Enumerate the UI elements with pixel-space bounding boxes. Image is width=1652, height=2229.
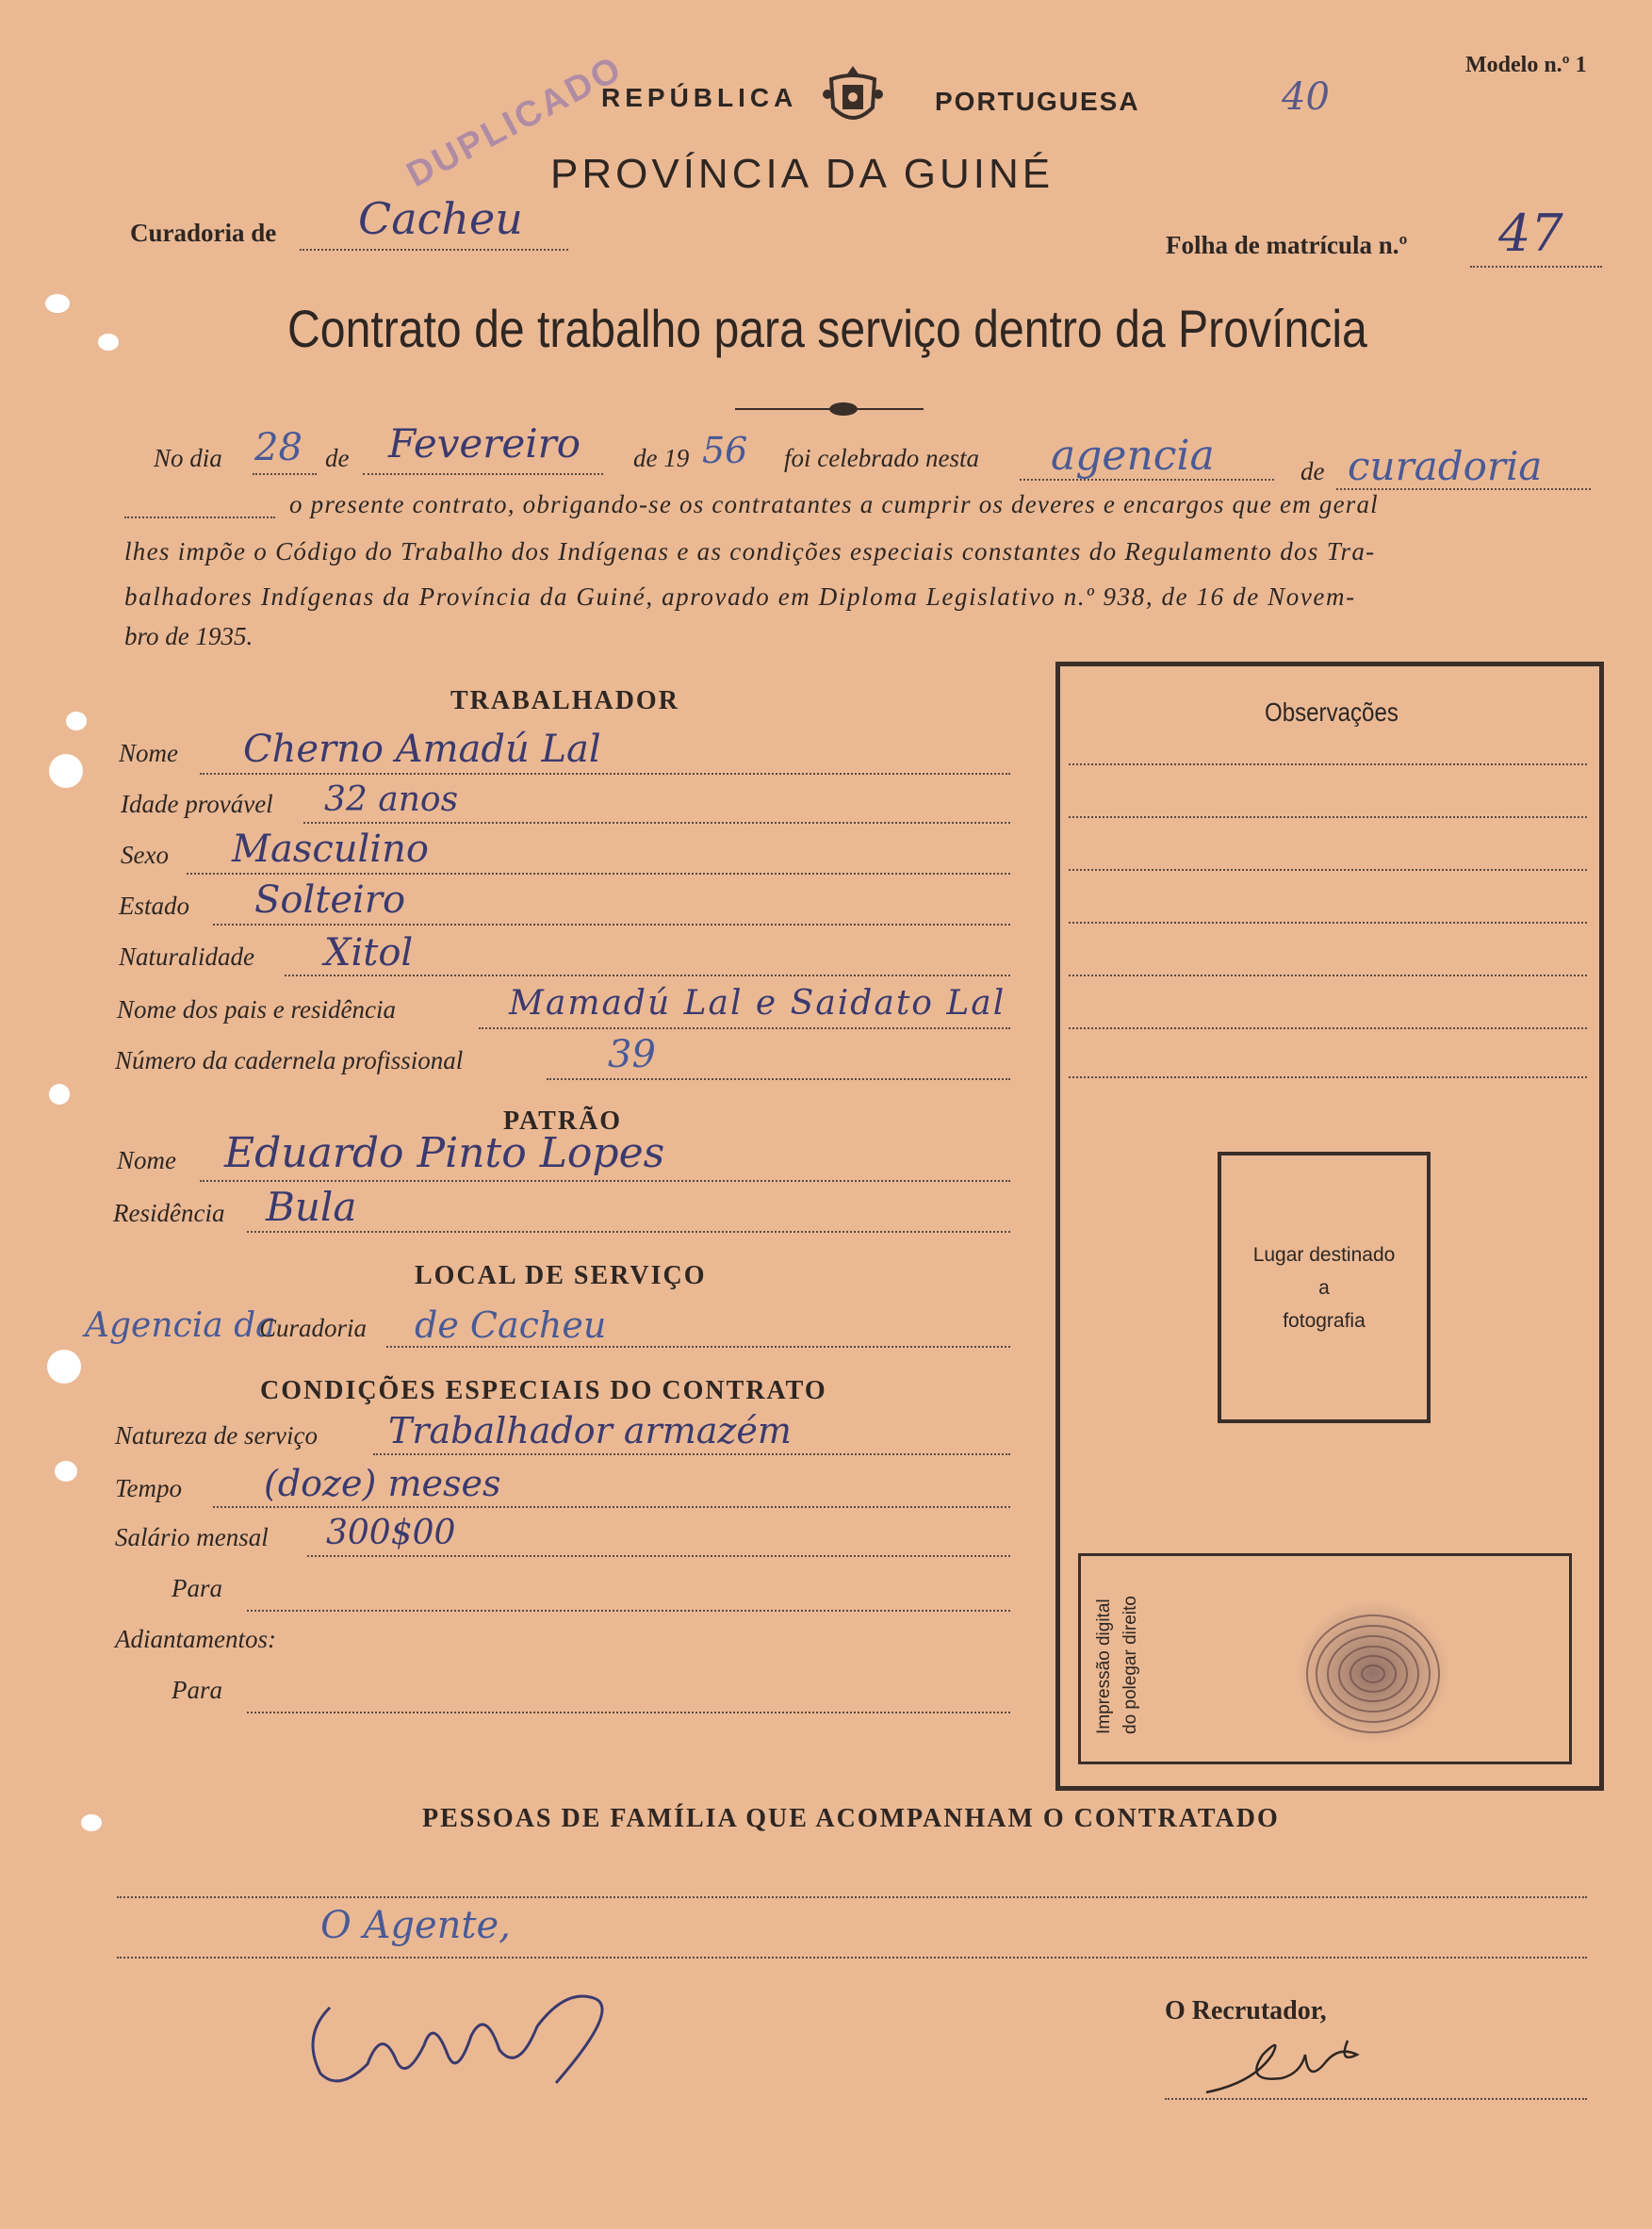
pais-line	[479, 1027, 1010, 1029]
local1-value: agencia	[1051, 432, 1215, 480]
condicoes-heading: CONDIÇÕES ESPECIAIS DO CONTRATO	[260, 1376, 827, 1405]
sexo-line	[187, 873, 1010, 875]
page-number-handwritten: 40	[1282, 75, 1330, 119]
intro-de-ano: de 19	[633, 444, 690, 472]
natureza-value: Trabalhador armazém	[388, 1410, 792, 1451]
trabalhador-heading: TRABALHADOR	[450, 686, 679, 715]
tear-mark-3	[66, 712, 87, 730]
intro-celebrado: foi celebrado nesta	[784, 444, 979, 472]
curadoria-label: Curadoria de	[130, 219, 277, 247]
fingerprint-caption-line-1: Impressão digital	[1094, 1598, 1114, 1734]
local2-value: curadoria	[1348, 443, 1543, 489]
para1-line	[247, 1610, 1010, 1612]
residencia-line	[247, 1231, 1010, 1233]
salario-value: 300$00	[326, 1514, 456, 1552]
tempo-label: Tempo	[115, 1474, 183, 1502]
caderneta-label: Número da cadernela profissional	[115, 1046, 464, 1074]
curadoria-line	[300, 249, 568, 251]
republica-left: REPÚBLICA	[601, 83, 798, 112]
duplicado-stamp: DUPLICADO	[401, 48, 630, 196]
patrao-nome-label: Nome	[117, 1146, 176, 1174]
residencia-value: Bula	[266, 1184, 357, 1230]
intro-line-5: bro de 1935.	[124, 622, 254, 650]
folha-line	[1470, 266, 1602, 268]
para2-line	[247, 1712, 1010, 1713]
obs-line-5	[1069, 975, 1587, 976]
contract-title: Contrato de trabalho para serviço dentro da Província	[287, 299, 1367, 358]
republica-right: PORTUGUESA	[935, 87, 1140, 116]
model-number: Modelo n.º 1	[1465, 53, 1587, 77]
trabalhador-nome-line	[200, 773, 1010, 775]
adiantamentos-label: Adiantamentos:	[115, 1625, 276, 1653]
thumbprint-image	[1293, 1597, 1453, 1747]
photo-caption	[1221, 1238, 1427, 1337]
dia-value: 28	[254, 426, 303, 469]
photo-caption-line-3: fotografia	[1283, 1310, 1366, 1332]
tempo-line	[213, 1506, 1010, 1508]
observacoes-heading: Observações	[1265, 697, 1398, 727]
idade-line	[303, 822, 1010, 824]
fingerprint-caption-line-2: do polegar direito	[1120, 1596, 1140, 1734]
curadoria-value: Cacheu	[358, 193, 523, 244]
tear-mark-2	[98, 334, 119, 351]
sexo-value: Masculino	[232, 828, 429, 871]
fingerprint-caption	[1091, 1546, 1148, 1734]
province-title: PROVÍNCIA DA GUINÉ	[550, 151, 1055, 197]
local-label: Curadoria	[259, 1314, 368, 1342]
obs-line-3	[1069, 869, 1587, 871]
tear-mark-5	[55, 1461, 77, 1482]
estado-label: Estado	[119, 892, 190, 920]
salario-line	[307, 1555, 1010, 1557]
local-value: de Cacheu	[415, 1304, 607, 1346]
obs-line-2	[1069, 816, 1587, 818]
idade-label: Idade provável	[121, 790, 273, 818]
pessoas-line-1	[117, 1896, 1587, 1898]
estado-line	[213, 924, 1010, 926]
local-heading: LOCAL DE SERVIÇO	[415, 1261, 707, 1290]
intro-line-3: lhes impõe o Código do Trabalho dos Indígenas e as condições especiais constantes do Regulamento dos Tra-	[124, 537, 1376, 565]
agente-handwritten: O Agente,	[320, 1904, 511, 1947]
pais-value: Mamadú Lal e Saidato Lal	[509, 984, 1006, 1023]
intro-line-4: balhadores Indígenas da Província da Guiné, aprovado em Diploma Legislativo n.º 938, de 16 de Novem-	[124, 582, 1356, 611]
intro-no-dia: No dia	[154, 444, 222, 472]
naturalidade-label: Naturalidade	[119, 942, 255, 971]
recrutador-signature	[1197, 2026, 1385, 2102]
pessoas-heading: PESSOAS DE FAMÍLIA QUE ACOMPANHAM O CONTRATADO	[422, 1804, 1280, 1833]
recrutador-label: O Recrutador,	[1165, 1996, 1327, 2025]
agente-signature	[292, 1970, 650, 2102]
coat-of-arms-icon	[822, 62, 884, 130]
obs-line-6	[1069, 1027, 1587, 1029]
intro-line-2: o presente contrato, obrigando-se os contratantes a cumprir os deveres e encargos que em geral	[289, 490, 1379, 518]
patrao-heading: PATRÃO	[503, 1106, 623, 1136]
para1-label: Para	[172, 1574, 222, 1602]
ano-value: 56	[702, 430, 748, 471]
estado-value: Solteiro	[254, 878, 406, 922]
obs-line-7	[1069, 1076, 1587, 1078]
idade-value: 32 anos	[324, 780, 459, 819]
intro-de-1: de	[325, 444, 350, 472]
naturalidade-value: Xitol	[324, 931, 414, 975]
trabalhador-nome-value: Cherno Amadú Lal	[243, 728, 601, 771]
residencia-label: Residência	[113, 1199, 225, 1227]
tear-mark-6	[81, 1814, 102, 1831]
sexo-label: Sexo	[121, 841, 169, 869]
folha-value: 47	[1498, 204, 1563, 263]
caderneta-line	[547, 1078, 1010, 1080]
tempo-value: (doze) meses	[264, 1463, 501, 1504]
mes-line	[363, 473, 603, 475]
caderneta-value: 39	[608, 1033, 656, 1076]
obs-line-1	[1069, 763, 1587, 765]
tear-mark-1	[45, 294, 70, 313]
local-hand-prefix: Agencia da	[85, 1306, 276, 1345]
intro-de-2: de	[1300, 457, 1325, 485]
local-line	[386, 1346, 1010, 1348]
natureza-line	[373, 1453, 1010, 1455]
patrao-nome-line	[200, 1180, 1010, 1182]
intro-line2-blank	[124, 516, 275, 518]
pessoas-line-2	[117, 1957, 1587, 1959]
photo-caption-line-1: Lugar destinado	[1252, 1244, 1396, 1266]
patrao-nome-value: Eduardo Pinto Lopes	[224, 1129, 665, 1177]
title-divider-ornament	[829, 402, 858, 416]
punch-hole-1	[49, 754, 83, 788]
photo-caption-line-2: a	[1318, 1277, 1330, 1299]
recrutador-line	[1165, 2098, 1587, 2100]
obs-line-4	[1069, 922, 1587, 924]
naturalidade-line	[285, 975, 1010, 976]
punch-hole-2	[47, 1350, 81, 1384]
trabalhador-nome-label: Nome	[119, 739, 178, 767]
mes-value: Fevereiro	[388, 420, 581, 467]
tear-mark-4	[49, 1084, 70, 1105]
pais-label: Nome dos pais e residência	[117, 995, 396, 1024]
salario-label: Salário mensal	[115, 1523, 269, 1551]
natureza-label: Natureza de serviço	[115, 1421, 318, 1450]
folha-label: Folha de matrícula n.º	[1166, 231, 1408, 259]
para2-label: Para	[172, 1676, 222, 1704]
dia-line	[253, 473, 317, 475]
